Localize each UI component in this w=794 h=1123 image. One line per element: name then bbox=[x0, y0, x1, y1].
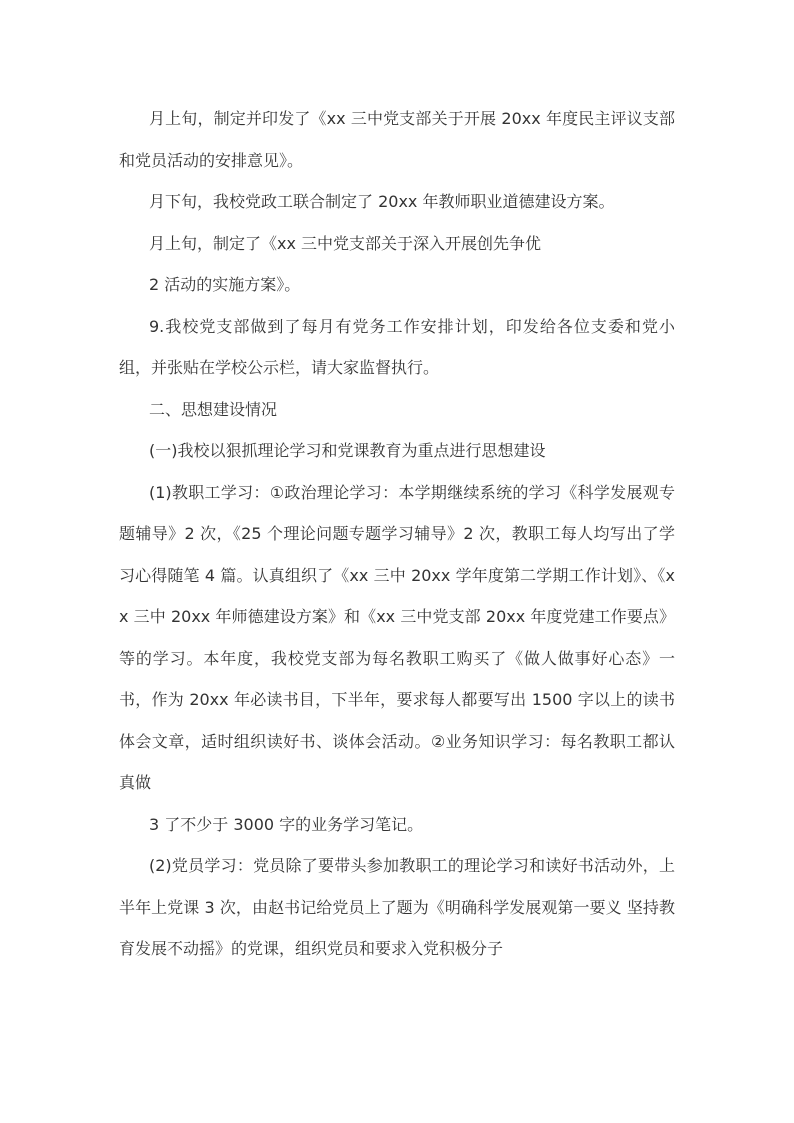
paragraph-staff-study: (1)教职工学习：①政治理论学习：本学期继续系统的学习《科学发展观专题辅导》2 次，《25 个理论问题专题学习辅导》2 次，教职工每人均写出了学习心得随笔 4 篇。认真组织了《xx 三中 20xx 学年度第二学期工作计划》、《xx 三中 20xx 年师德建设方案》和《xx 三中党支部 20xx 年度党建工作要点》等的学习。本年度，我校党支部为每名教职工购买了《做人做事好心态》一书，作为 20xx 年必读书目，下半年，要求每人都要写出 1500 字以上的读书体会文章，适时组织读好书、谈体会活动。②业务知识学习：每名教职工都认真做 bbox=[119, 482, 675, 792]
subsection-heading-theory-study: (一)我校以狠抓理论学习和党课教育为重点进行思想建设 bbox=[149, 441, 546, 460]
document-body bbox=[119, 98, 675, 970]
paragraph-monthly-plan: 9.我校党支部做到了每月有党务工作安排计划，印发给各位支委和党小组，并张贴在学校公示栏，请大家监督执行。 bbox=[119, 316, 675, 377]
paragraph-excellence-campaign: 月上旬，制定了《xx 三中党支部关于深入开展创先争优 bbox=[149, 233, 542, 253]
paragraph-ethics-plan: 月下旬，我校党政工联合制定了 20xx 年教师职业道德建设方案。 bbox=[149, 192, 615, 211]
section-heading-ideology: 二、思想建设情况 bbox=[149, 399, 278, 419]
paragraph-democratic-review-notice: 月上旬，制定并印发了《xx 三中党支部关于开展 20xx 年度民主评议支部和党员活动的安排意见》。 bbox=[119, 109, 675, 170]
paragraph-party-member-study: (2)党员学习：党员除了要带头参加教职工的理论学习和读好书活动外，上半年上党课 3 次，由赵书记给党员上了题为《明确科学发展观第一要义 坚持教育发展不动摇》的党课，组织党员和要求入党积极分子 bbox=[119, 856, 675, 958]
paragraph-implementation-plan: 2 活动的实施方案》。 bbox=[149, 275, 301, 294]
paragraph-study-notes: 3 了不少于 3000 字的业务学习笔记。 bbox=[149, 814, 424, 834]
